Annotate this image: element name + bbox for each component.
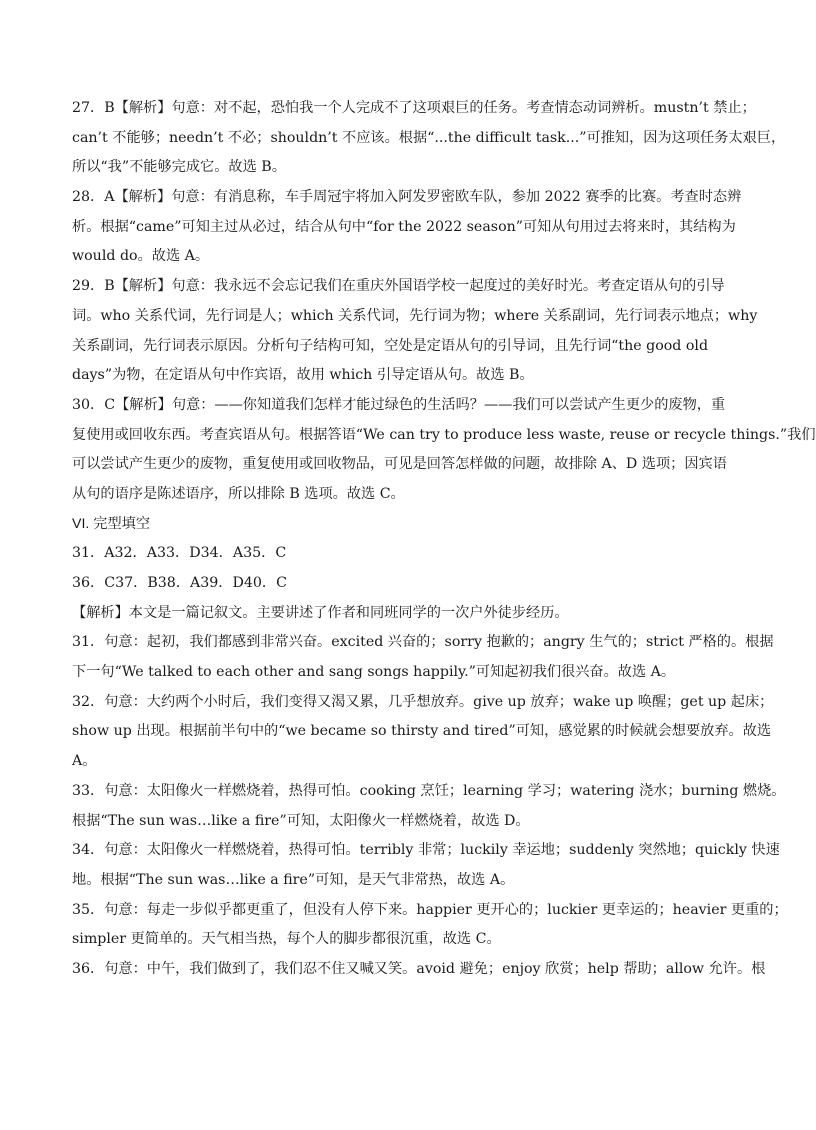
q28-line-2: 析。根据“came”可知主过从必过，结合从句中“for the 2022 season”可知从句用过去将来时，其结构为 [72, 218, 736, 235]
q27-line-1: 27．B【解析】句意：对不起，恐怕我一个人完成不了这项艰巨的任务。考查情态动词辨析。mustn’t 禁止； [72, 100, 756, 116]
q29-line-2: 词。who 关系代词，先行词是人；which 关系代词，先行词为物；where 关系副词，先行词表示地点；why [72, 307, 758, 324]
q32-line-2: show up 出现。根据前半句中的“we became so thirsty and tired”可知，感觉累的时候就会想要放弃。故选 [72, 723, 772, 740]
answer-key-row-1: 31．A32．A33．D34．A35．C [72, 545, 287, 562]
q33-line-2: 根据“The sun was…like a fire”可知，太阳像火一样燃烧着，故选 D。 [72, 812, 530, 829]
q28-line-1: 28．A【解析】句意：有消息称，车手周冠宇将加入阿发罗密欧车队，参加 2022 赛季的比赛。考查时态辨 [72, 189, 742, 206]
section-heading: VI. 完型填空 [72, 515, 151, 532]
q31-line-2: 下一句“We talked to each other and sang songs happily.”可知起初我们很兴奋。故选 A。 [72, 664, 676, 681]
q34-line-2: 地。根据“The sun was…like a fire”可知，是天气非常热，故选 A。 [72, 871, 515, 888]
q30-line-4: 从句的语序是陈述语序，所以排除 B 选项。故选 C。 [72, 485, 405, 502]
q27-line-2: can’t 不能够；needn’t 不必；shouldn’t 不应该。根据“...the difficult task...”可推知，因为这项任务太艰巨， [72, 129, 786, 146]
q35-line-2: simpler 更简单的。天气相当热，每个人的脚步都很沉重，故选 C。 [72, 931, 501, 948]
q34-line-1: 34．句意：太阳像火一样燃烧着，热得可怕。terribly 非常；luckily 幸运地；suddenly 突然地；quickly 快速 [72, 842, 780, 859]
q31-line-1: 31．句意：起初，我们都感到非常兴奋。excited 兴奋的；sorry 抱歉的；angry 生气的；strict 严格的。根据 [72, 634, 774, 651]
q30-line-3: 可以尝试产生更少的废物，重复使用或回收物品，可见是回答怎样做的问题，故排除 A、D 选项；因宾语 [72, 456, 727, 473]
q32-line-1: 32．句意：大约两个小时后，我们变得又渴又累，几乎想放弃。give up 放弃；wake up 唤醒；get up 起床； [72, 693, 774, 710]
q29-line-1: 29．B【解析】句意：我永远不会忘记我们在重庆外国语学校一起度过的美好时光。考查定语从句的引导 [72, 278, 725, 295]
passage-analysis: 【解析】本文是一篇记叙文。主要讲述了作者和同班同学的一次户外徒步经历。 [72, 604, 569, 621]
answer-explanation-page [72, 94, 816, 985]
q29-line-3: 关系副词，先行词表示原因。分析句子结构可知，空处是定语从句的引导词，且先行词“the good old [72, 337, 709, 354]
q32-line-3: A。 [72, 753, 97, 770]
answer-key-row-2: 36．C37．B38．A39．D40．C [72, 575, 287, 591]
q30-line-1: 30．C【解析】句意：——你知道我们怎样才能过绿色的生活吗？——我们可以尝试产生更少的废物，重 [72, 396, 726, 413]
q35-line-1: 35．句意：每走一步似乎都更重了，但没有人停下来。happier 更开心的；luckier 更幸运的；heavier 更重的； [72, 901, 788, 918]
q28-line-3: would do。故选 A。 [72, 248, 210, 265]
q30-line-2: 复使用或回收东西。考查宾语从句。根据答语“We can try to produce less waste, reuse or recycle things.”我们 [72, 426, 816, 443]
q29-line-4: days”为物，在定语从句中作宾语，故用 which 引导定语从句。故选 B。 [72, 367, 534, 384]
q36-line-1: 36．句意：中午，我们做到了，我们忍不住又喊又笑。avoid 避免；enjoy 欣赏；help 帮助；allow 允许。根 [72, 960, 766, 977]
q33-line-1: 33．句意：太阳像火一样燃烧着，热得可怕。cooking 烹饪；learning 学习；watering 浇水；burning 燃烧。 [72, 782, 786, 799]
q27-line-3: 所以“我”不能够完成它。故选 B。 [72, 159, 286, 176]
